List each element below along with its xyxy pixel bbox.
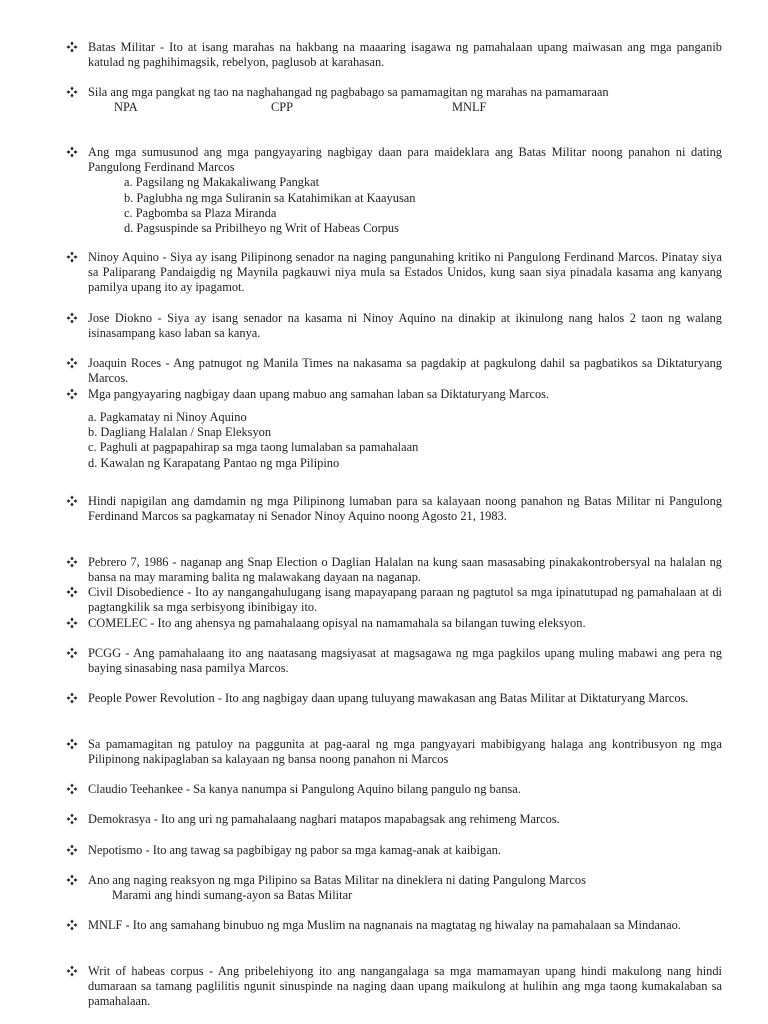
item-text: Nepotismo - Ito ang tawag sa pagbibigay ng pabor sa mga kamag-anak at kaibigan. (88, 843, 501, 857)
diamond-bullet-icon (66, 86, 78, 98)
list-item (66, 737, 722, 767)
list-item (66, 250, 722, 296)
item-text: Ninoy Aquino - Siya ay isang Pilipinong senador na naging pangunahing kritiko ni Pangulong Ferdinand Marcos. Pinatay siya sa Paliparang Pandaigdig ng Maynila pagkauwi niya mula sa Estados Unidos, kung saan siya pinadala kasama ang kanyang pamilya upang ito ay ipagamot. (88, 250, 722, 295)
diamond-bullet-icon (66, 874, 78, 886)
list-item (66, 555, 722, 585)
list-item (66, 145, 722, 236)
item-text: MNLF - Ito ang samahang binubuo ng mga Muslim na nagnanais na magtatag ng hiwalay na pamahalaan sa Mindanao. (88, 918, 681, 932)
diamond-bullet-icon (66, 844, 78, 856)
diamond-bullet-icon (66, 783, 78, 795)
diamond-bullet-icon (66, 617, 78, 629)
diamond-bullet-icon (66, 146, 78, 158)
diamond-bullet-icon (66, 586, 78, 598)
item-text: COMELEC - Ito ang ahensya ng pamahalaang opisyal na namamahala sa bilangan tuwing eleksyon. (88, 616, 586, 630)
list-item (66, 40, 722, 70)
list-item (66, 964, 722, 1010)
item-text: Pebrero 7, 1986 - naganap ang Snap Election o Daglian Halalan na kung saan masasabing pinakakontrobersyal na halalan ng bansa na may maraming balita ng malawakang dayaan na naganap. (88, 555, 722, 585)
list-item (66, 311, 722, 341)
group-label: MNLF (452, 100, 487, 115)
event-item: b. Dagliang Halalan / Snap Eleksyon (88, 425, 272, 440)
list-item (66, 646, 722, 676)
list-item (66, 387, 722, 402)
item-text: People Power Revolution - Ito ang nagbigay daan upang tuluyang mawakasan ang Batas Militar at Diktaturyang Marcos. (88, 691, 689, 705)
group-row (88, 100, 722, 115)
diamond-bullet-icon (66, 41, 78, 53)
item-text: Ano ang naging reaksyon ng mga Pilipino sa Batas Militar na dineklera ni dating Pangulong Marcos (88, 873, 586, 887)
item-text: Jose Diokno - Siya ay isang senador na kasama ni Ninoy Aquino na dinakip at ikinulong nang halos 2 taon ng walang isinasampang kaso laban sa kanya. (88, 311, 722, 341)
item-text: Civil Disobedience - Ito ay nangangahulugang isang mapayapang paraan ng pagtutol sa mga ipinatutupad ng pamahalaan at di pagtangkilik sa mga serbisyong ibinibigay ito. (88, 585, 722, 615)
list-item (66, 585, 722, 615)
diamond-bullet-icon (66, 813, 78, 825)
list-item (66, 812, 722, 827)
list-item (66, 691, 722, 706)
diamond-bullet-icon (66, 647, 78, 659)
list-item (66, 918, 722, 933)
item-text: Writ of habeas corpus - Ang pribelehiyong ito ang nangangalaga sa mga mamamayan upang hindi makulong nang hindi dumaraan sa tamang paglilitis ngunit sinuspinde na naging daan upang maikulong at hulihin ang mga taong kumakalaban sa pamahalaan. (88, 964, 722, 1009)
list-item (66, 616, 722, 631)
event-item: a. Pagkamatay ni Ninoy Aquino (88, 410, 247, 424)
diamond-bullet-icon (66, 388, 78, 400)
diamond-bullet-icon (66, 251, 78, 263)
item-text: Hindi napigilan ang damdamin ng mga Pilipinong lumaban para sa kalayaan noong panahon ng Batas Militar ni Pangulong Ferdinand Marcos sa pagkamatay ni Senador Ninoy Aquino noong Agosto 21, 1983. (88, 494, 722, 524)
group-label: CPP (271, 100, 294, 115)
answer-text: Marami ang hindi sumang-ayon sa Batas Militar (112, 888, 353, 903)
diamond-bullet-icon (66, 738, 78, 750)
option-item: b. Paglubha ng mga Suliranin sa Katahimikan at Kaayusan (124, 190, 416, 205)
item-text: PCGG - Ang pamahalaang ito ang naatasang magsiyasat at magsagawa ng mga pagkilos upang muling mabawi ang pera ng baying sinasabing nasa pamilya Marcos. (88, 646, 722, 676)
option-item: a. Pagsilang ng Makakaliwang Pangkat (124, 175, 320, 190)
item-text: Ang mga sumusunod ang mga pangyayaring nagbigay daan para maideklara ang Batas Militar noong panahon ni dating Pangulong Ferdinand Marcos (88, 145, 722, 175)
diamond-bullet-icon (66, 919, 78, 931)
item-text: Mga pangyayaring nagbigay daan upang mabuo ang samahan laban sa Diktaturyang Marcos. (88, 387, 550, 401)
event-list (88, 410, 418, 471)
diamond-bullet-icon (66, 965, 78, 977)
diamond-bullet-icon (66, 692, 78, 704)
item-text: Claudio Teehankee - Sa kanya nanumpa si Pangulong Aquino bilang pangulo ng bansa. (88, 782, 521, 796)
diamond-bullet-icon (66, 495, 78, 507)
item-text: Sila ang mga pangkat ng tao na naghahangad ng pagbabago sa pamamagitan ng marahas na pamamaraan (88, 85, 609, 99)
option-item: d. Pagsuspinde sa Pribilheyo ng Writ of Habeas Corpus (124, 221, 399, 236)
list-item (66, 843, 722, 858)
list-item (66, 873, 722, 903)
event-item: c. Paghuli at pagpapahirap sa mga taong lumalaban sa pamahalaan (88, 440, 419, 455)
diamond-bullet-icon (66, 556, 78, 568)
diamond-bullet-icon (66, 312, 78, 324)
list-item (66, 356, 722, 386)
option-item: c. Pagbomba sa Plaza Miranda (124, 205, 277, 220)
item-text: Batas Militar - Ito at isang marahas na hakbang na maaaring isagawa ng pamahalaan upang maiwasan ang mga panganib katulad ng paghihimagsik, rebelyon, paglusob at karahasan. (88, 40, 722, 70)
item-text: Joaquin Roces - Ang patnugot ng Manila Times na nakasama sa pagdakip at pagkulong dahil sa pagbatikos sa Diktaturyang Marcos. (88, 356, 722, 386)
list-item (66, 494, 722, 524)
event-item: d. Kawalan ng Karapatang Pantao ng mga Pilipino (88, 455, 340, 470)
list-item (66, 85, 722, 115)
diamond-bullet-icon (66, 357, 78, 369)
option-list (88, 175, 722, 236)
item-text: Sa pamamagitan ng patuloy na paggunita at pag-aaral ng mga pangyayari mabibigyang halaga ang kontribusyon ng mga Pilipinong nakipaglaban sa kalayaan ng bansa noong panahon ni Marcos (88, 737, 722, 767)
group-label: NPA (114, 100, 138, 115)
item-text: Demokrasya - Ito ang uri ng pamahalaang naghari matapos mapabagsak ang rehimeng Marcos. (88, 812, 560, 826)
list-item (66, 782, 722, 797)
